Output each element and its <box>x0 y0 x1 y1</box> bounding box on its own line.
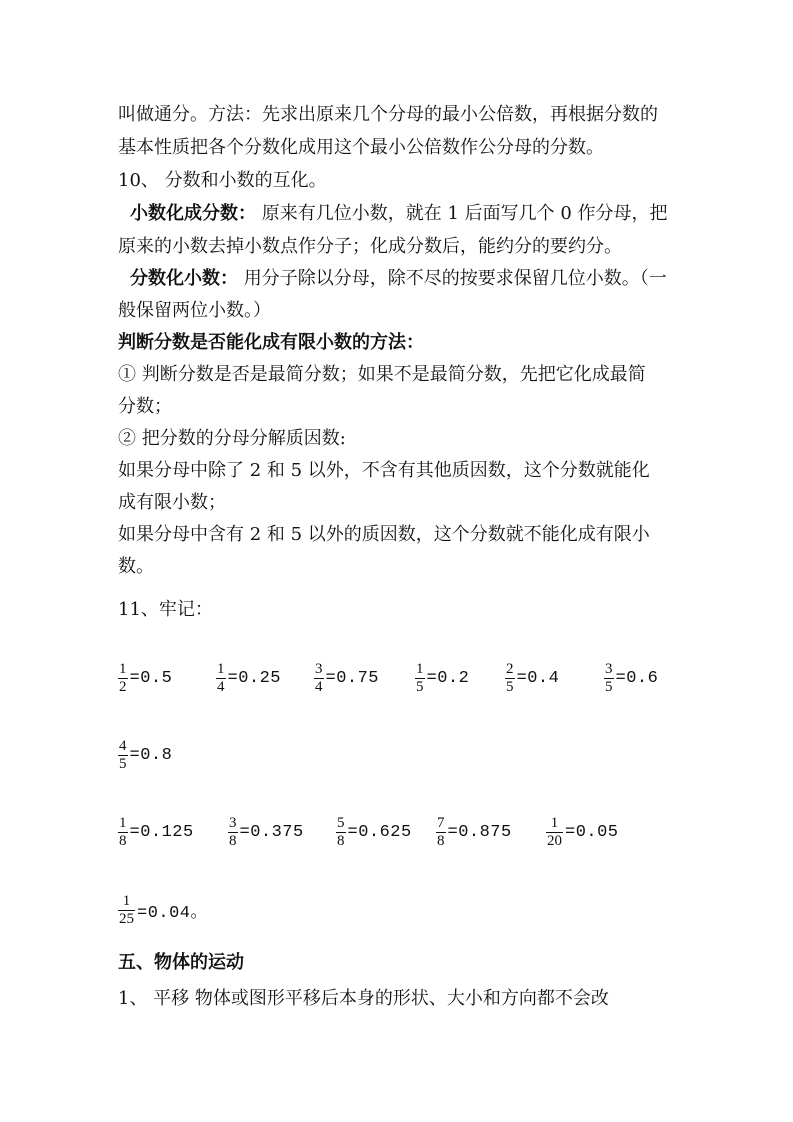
fraction <box>118 815 128 850</box>
paragraph-line: 般保留两位小数。） <box>118 300 271 321</box>
fraction-equation <box>118 654 172 702</box>
decimal-value: =0.04。 <box>137 904 209 923</box>
numerator: 3 <box>605 660 613 677</box>
denominator: 5 <box>506 678 514 695</box>
decimal-value: =0.4 <box>516 668 560 688</box>
fraction <box>118 738 128 773</box>
section-heading-10: 10、 分数和小数的互化。 <box>118 170 327 191</box>
fraction <box>546 815 563 850</box>
fraction <box>228 815 238 850</box>
fraction-equation <box>118 886 208 934</box>
paragraph-line: ② 把分数的分母分解质因数: <box>118 428 346 449</box>
fraction-equation <box>216 654 281 702</box>
numerator: 1 <box>119 660 127 677</box>
denominator: 8 <box>229 832 237 849</box>
denominator: 5 <box>416 678 424 695</box>
fraction <box>505 661 515 696</box>
numerator: 1 <box>122 892 131 909</box>
fraction-equation <box>505 654 559 702</box>
decimal-value: =0.125 <box>129 822 194 842</box>
denominator: 8 <box>119 832 127 849</box>
fraction <box>314 661 324 696</box>
paragraph-line: 成有限小数； <box>118 492 226 513</box>
paragraph-line: 基本性质把各个分数化成用这个最小公倍数作公分母的分数。 <box>118 137 604 158</box>
fraction <box>118 661 128 696</box>
decimal-value: =0.75 <box>325 668 380 688</box>
fraction-equation <box>604 654 658 702</box>
fraction <box>216 661 226 696</box>
decimal-value: =0.625 <box>347 822 412 842</box>
numerator: 2 <box>506 660 514 677</box>
fraction-equation <box>336 808 412 856</box>
numerator: 1 <box>217 660 225 677</box>
numerator: 1 <box>119 814 127 831</box>
decimal-value: =0.5 <box>129 668 173 688</box>
fraction-equation <box>118 808 194 856</box>
paragraph-line: 分数； <box>118 396 172 417</box>
numerator: 3 <box>229 814 237 831</box>
fraction-equation <box>436 808 512 856</box>
paragraph-text: 原来有几位小数，就在 1 后面写几个 0 作分母，把 <box>256 203 668 224</box>
paragraph-line: ① 判断分数是否是最简分数；如果不是最简分数，先把它化成最简 <box>118 364 646 385</box>
paragraph-line <box>118 202 668 226</box>
numerator: 3 <box>315 660 323 677</box>
numerator: 4 <box>119 737 127 754</box>
paragraph-line: 叫做通分。方法：先求出原来几个分母的最小公倍数，再根据分数的 <box>118 104 658 125</box>
fraction <box>415 661 425 696</box>
denominator: 5 <box>119 755 127 772</box>
decimal-value: =0.875 <box>447 822 512 842</box>
decimal-value: =0.8 <box>129 745 173 765</box>
fraction-equation <box>314 654 379 702</box>
fraction-equation <box>118 731 172 779</box>
numerator: 5 <box>337 814 345 831</box>
paragraph-line: 如果分母中含有 2 和 5 以外的质因数，这个分数就不能化成有限小 <box>118 524 650 545</box>
fraction-equation <box>228 808 304 856</box>
denominator: 20 <box>547 832 562 849</box>
denominator: 4 <box>315 678 323 695</box>
fraction <box>436 815 446 850</box>
denominator: 5 <box>605 678 613 695</box>
bold-heading: 判断分数是否能化成有限小数的方法： <box>118 332 424 353</box>
decimal-value: =0.25 <box>227 668 282 688</box>
paragraph-line <box>118 267 667 291</box>
numerator: 1 <box>550 814 559 831</box>
denominator: 4 <box>217 678 225 695</box>
paragraph-line: 数。 <box>118 556 154 577</box>
paragraph-line: 原来的小数去掉小数点作分子；化成分数后，能约分的要约分。 <box>118 236 622 257</box>
decimal-value: =0.05 <box>565 822 619 842</box>
bold-label: 分数化小数： <box>130 268 238 289</box>
decimal-value: =0.6 <box>615 668 659 688</box>
denominator: 25 <box>119 910 134 927</box>
chapter-heading: 五、物体的运动 <box>118 952 244 973</box>
decimal-value: =0.2 <box>426 668 470 688</box>
fraction <box>118 893 135 928</box>
denominator: 2 <box>119 678 127 695</box>
section-heading-11: 11、牢记： <box>118 599 213 620</box>
numerator: 7 <box>437 814 445 831</box>
denominator: 8 <box>337 832 345 849</box>
numerator: 1 <box>416 660 424 677</box>
denominator: 8 <box>437 832 445 849</box>
fraction-equation <box>546 808 619 856</box>
decimal-value: =0.375 <box>239 822 304 842</box>
paragraph-line: 如果分母中除了 2 和 5 以外，不含有其他质因数，这个分数就能化 <box>118 460 650 481</box>
bold-label: 小数化成分数： <box>130 203 256 224</box>
fraction-equation <box>415 654 469 702</box>
paragraph-line: 1、 平移 物体或图形平移后本身的形状、大小和方向都不会改 <box>118 988 609 1009</box>
paragraph-text: 用分子除以分母，除不尽的按要求保留几位小数。（一 <box>238 268 667 289</box>
fraction <box>604 661 614 696</box>
fraction <box>336 815 346 850</box>
